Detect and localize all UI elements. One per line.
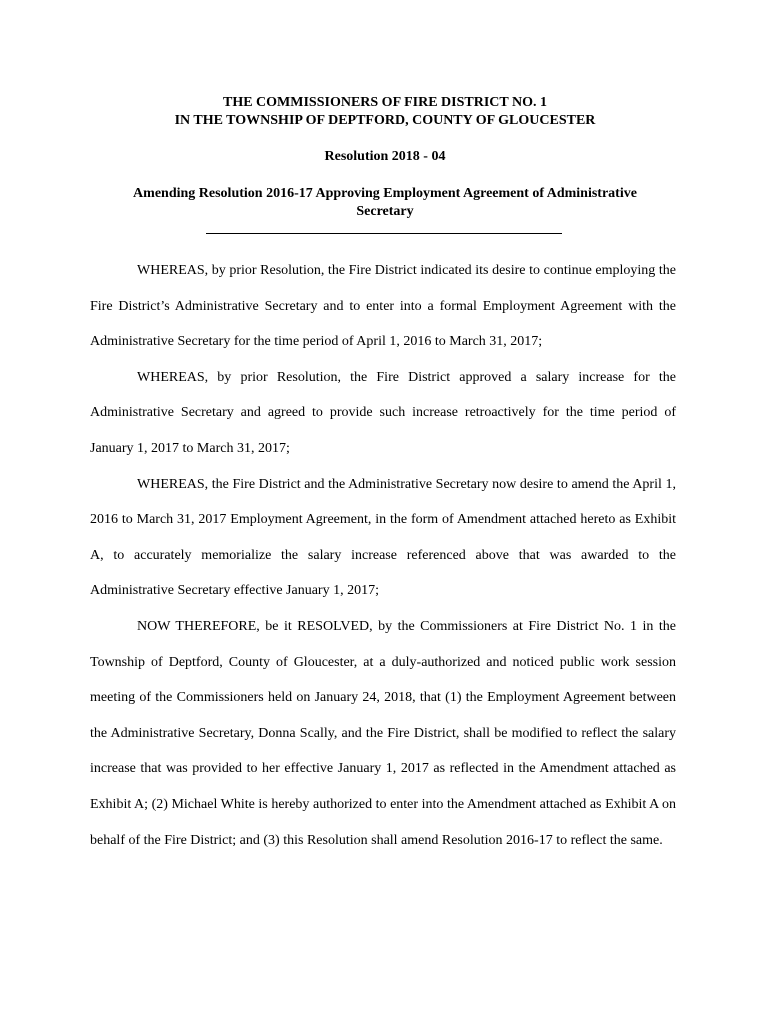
resolution-subject: Amending Resolution 2016-17 Approving Employment Agreement of Administrative Secretary (133, 186, 637, 219)
document-heading-line2: IN THE TOWNSHIP OF DEPTFORD, COUNTY OF GLOUCESTER (174, 113, 596, 128)
resolved-paragraph: NOW THEREFORE, be it RESOLVED, by the Commissioners at Fire District No. 1 in the Township of Deptford, County of Gloucester, at a duly-authorized and noticed public work session meeting of the Commissioners held on January 24, 2018, that (1) the Employment Agreement between the Administrative Secretary, Donna Scally, and the Fire District, shall be modified to reflect the salary increase that was provided to her effective January 1, 2017 as reflected in the Amendment attached as Exhibit A; (2) Michael White is hereby authorized to enter into the Amendment attached as Exhibit A on behalf of the Fire District; and (3) this Resolution shall amend Resolution 2016-17 to reflect the same. (90, 618, 676, 848)
document-heading-line1: THE COMMISSIONERS OF FIRE DISTRICT NO. 1 (222, 95, 547, 110)
resolution-body (90, 253, 676, 858)
resolution-number: Resolution 2018 - 04 (324, 149, 446, 164)
whereas-paragraph-3: WHEREAS, the Fire District and the Administrative Secretary now desire to amend the April 1, 2016 to March 31, 2017 Employment Agreement, in the form of Amendment attached hereto as Exhibit A, to accurately memorialize the salary increase referenced above that was awarded to the Administrative Secretary effective January 1, 2017; (90, 476, 676, 599)
whereas-paragraph-2: WHEREAS, by prior Resolution, the Fire District approved a salary increase for the Administrative Secretary and agreed to provide such increase retroactively for the time period of January 1, 2017 to March 31, 2017; (90, 369, 676, 456)
title-underline (206, 233, 562, 234)
whereas-paragraph-1: WHEREAS, by prior Resolution, the Fire District indicated its desire to continue employing the Fire District’s Administrative Secretary and to enter into a formal Employment Agreement with the Administrative Secretary for the time period of April 1, 2016 to March 31, 2017; (90, 263, 676, 350)
